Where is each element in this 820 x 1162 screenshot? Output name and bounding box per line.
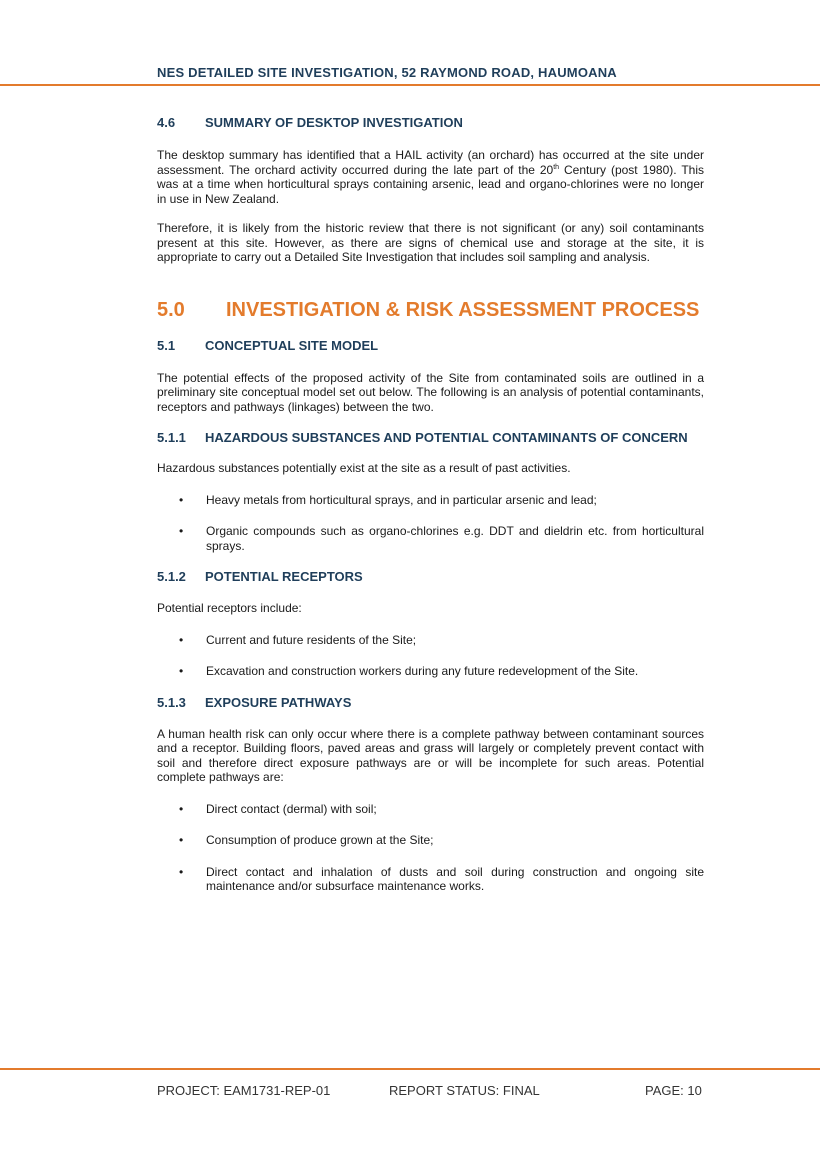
list-item-text: Consumption of produce grown at the Site; <box>206 833 434 847</box>
section-5-1-3-heading <box>157 695 704 710</box>
section-4-6-paragraph-2: Therefore, it is likely from the historic review that there is not significant (or any) soil contaminants present at this site. However, as there are signs of chemical use and storage at the site, it is appropriate to carry out a Detailed Site Investigation that includes soil sampling and analysis. <box>157 221 704 264</box>
section-title: INVESTIGATION & RISK ASSESSMENT PROCESS <box>226 298 700 321</box>
section-4-6-heading <box>157 115 704 130</box>
list-item-text: Excavation and construction workers during any future redevelopment of the Site. <box>206 664 639 678</box>
list-item-text: Direct contact (dermal) with soil; <box>206 801 377 816</box>
footer-project: PROJECT: EAM1731-REP-01 <box>157 1083 331 1098</box>
bullet-glyph: • <box>179 664 184 678</box>
section-number: 5.1.3 <box>157 694 186 710</box>
bullet-glyph: • <box>179 833 184 847</box>
list-item-text: Direct contact and inhalation of dusts and soil during construction and ongoing site maintenance and/or subsurface maintenance works. <box>206 864 704 893</box>
list-item <box>157 833 704 848</box>
section-5-0-heading <box>157 299 704 322</box>
text-run: The desktop summary has identified that a HAIL activity (an orchard) has occurred at the site under assessment. The orchard activity occurred during the late part of the 20 <box>157 148 704 177</box>
section-number: 5.1 <box>157 337 176 353</box>
list-item <box>157 493 704 508</box>
section-5-1-2-paragraph: Potential receptors include: <box>157 601 302 615</box>
section-5-1-1-heading <box>157 430 704 446</box>
list-item <box>157 865 704 894</box>
section-5-1-paragraph: The potential effects of the proposed activity of the Site from contaminated soils are outlined in a preliminary site conceptual model set out below. The following is an analysis of potential contaminants, receptors and pathways (linkages) between the two. <box>157 370 704 414</box>
bullet-glyph: • <box>179 524 184 538</box>
bullet-glyph: • <box>179 801 184 816</box>
section-5-1-heading <box>157 338 704 353</box>
section-number: 4.6 <box>157 115 176 130</box>
section-number: 5.0 <box>157 298 185 321</box>
section-title: EXPOSURE PATHWAYS <box>205 694 352 710</box>
footer-divider <box>0 1068 820 1070</box>
receptors-list <box>157 633 704 679</box>
list-item <box>157 633 704 648</box>
section-5-1-2-heading <box>157 569 704 584</box>
section-number: 5.1.2 <box>157 569 186 584</box>
footer-page-number: PAGE: 10 <box>645 1083 702 1098</box>
section-number: 5.1.1 <box>157 430 186 445</box>
section-title: SUMMARY OF DESKTOP INVESTIGATION <box>205 115 463 130</box>
contaminants-list <box>157 493 704 554</box>
header-divider <box>0 84 820 86</box>
section-title: CONCEPTUAL SITE MODEL <box>205 337 379 353</box>
list-item-text: Heavy metals from horticultural sprays, and in particular arsenic and lead; <box>206 492 597 507</box>
page-header-title: NES DETAILED SITE INVESTIGATION, 52 RAYMOND ROAD, HAUMOANA <box>157 65 617 80</box>
footer-report-status: REPORT STATUS: FINAL <box>389 1083 540 1098</box>
superscript: th <box>553 163 560 171</box>
list-item <box>157 664 704 679</box>
pathways-list <box>157 802 704 894</box>
bullet-glyph: • <box>179 864 184 879</box>
section-5-1-3-paragraph: A human health risk can only occur where there is a complete pathway between contaminant sources and a receptor. Building floors, paved areas and grass will largely or completely prevent contact with soil and therefore direct exposure pathways are or will be incomplete for such areas. Potential complete pathways are: <box>157 726 704 784</box>
list-item <box>157 524 704 553</box>
list-item-text: Organic compounds such as organo-chlorines e.g. DDT and dieldrin etc. from horticultural sprays. <box>206 524 704 553</box>
list-item-text: Current and future residents of the Site; <box>206 632 417 647</box>
section-4-6-paragraph-1 <box>157 148 704 206</box>
text-run: Century (post 1980). This was at a time when horticultural sprays containing arsenic, lead and organo-chlorines were no longer in use in New Zealand. <box>157 162 704 206</box>
bullet-glyph: • <box>179 632 184 647</box>
section-5-1-1-paragraph: Hazardous substances potentially exist at the site as a result of past activities. <box>157 461 571 475</box>
page-content <box>157 115 704 894</box>
bullet-glyph: • <box>179 492 184 507</box>
list-item <box>157 802 704 817</box>
section-title: POTENTIAL RECEPTORS <box>205 569 363 584</box>
section-title: HAZARDOUS SUBSTANCES AND POTENTIAL CONTAMINANTS OF CONCERN <box>205 430 688 445</box>
